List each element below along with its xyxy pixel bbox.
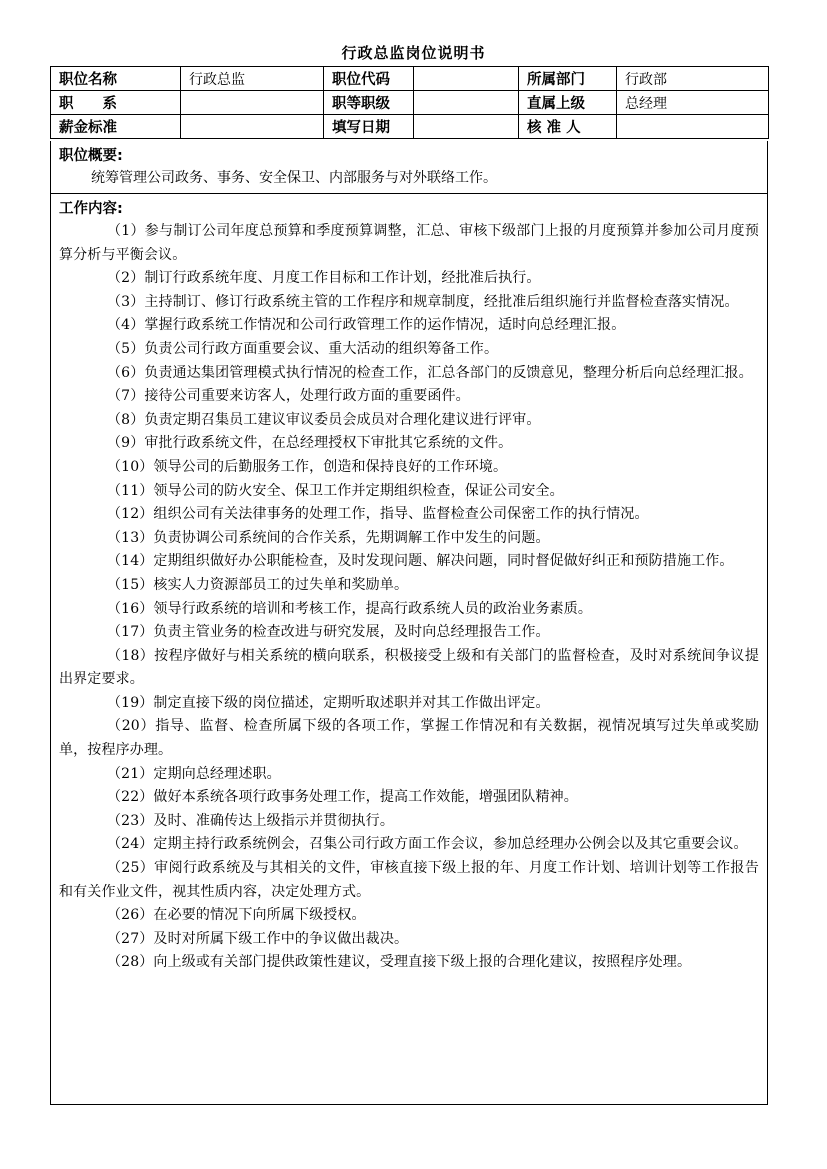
- duty-item: （28）向上级或有关部门提供政策性建议，受理直接下级上报的合理化建议，按照程序处理。: [107, 954, 692, 971]
- duty-item: （8）负责定期召集员工建议审议委员会成员对合理化建议进行评审。: [107, 411, 541, 428]
- value-fill-date: [414, 115, 519, 139]
- duty-item: （11）领导公司的防火安全、保卫工作并定期组织检查，保证公司安全。: [107, 482, 564, 499]
- label-direct-superior: 直属上级: [519, 91, 617, 115]
- header-row: [51, 115, 769, 139]
- duty-item: （26）在必要的情况下向所属下级授权。: [107, 907, 366, 924]
- duty-item: （14）定期组织做好办公职能检查，及时发现问题、解决问题，同时督促做好纠正和预防措施工作。: [107, 553, 734, 570]
- label-grade-level: 职等职级: [324, 91, 414, 115]
- duty-item: （16）领导行政系统的培训和考核工作，提高行政系统人员的政治业务素质。: [107, 600, 593, 617]
- duty-item: （15）核实人力资源部员工的过失单和奖励单。: [107, 576, 409, 593]
- duty-item: （25）审阅行政系统及与其相关的文件，审核直接下级上报的年、月度工作计划、培训计划等工作报告和有关作业文件，视其性质内容，决定处理方式。: [59, 860, 759, 900]
- label-salary-standard: 薪金标准: [51, 115, 181, 139]
- label-position-name: 职位名称: [51, 67, 181, 91]
- duty-item: （2）制订行政系统年度、月度工作目标和工作计划，经批准后执行。: [107, 270, 541, 287]
- value-grade-level: [414, 91, 519, 115]
- duty-item: （5）负责公司行政方面重要会议、重大活动的组织筹备工作。: [107, 340, 499, 357]
- duty-item: （27）及时对所属下级工作中的争议做出裁决。: [107, 930, 409, 947]
- value-approver: [617, 115, 769, 139]
- duty-item: （17）负责主管业务的检查改进与研究发展，及时向总经理报告工作。: [107, 624, 550, 641]
- duty-item: （9）审批行政系统文件，在总经理授权下审批其它系统的文件。: [107, 435, 513, 452]
- value-job-family: [181, 91, 324, 115]
- header-row: [51, 67, 769, 91]
- job-duties-section: [50, 194, 768, 1105]
- duty-item: （20）指导、监督、检查所属下级的各项工作，掌握工作情况和有关数据，视情况填写过失单或奖励单，按程序办理。: [59, 718, 759, 759]
- duty-item: （13）负责协调公司系统间的合作关系，先期调解工作中发生的问题。: [107, 529, 550, 546]
- header-row: [51, 91, 769, 115]
- duty-item: （22）做好本系统各项行政事务处理工作，提高工作效能，增强团队精神。: [107, 789, 578, 806]
- label-job-family: 职 系: [51, 91, 181, 115]
- duty-item: （23）及时、准确传达上级指示并贯彻执行。: [107, 812, 394, 829]
- header-table: [50, 66, 769, 139]
- duty-list: [59, 220, 759, 975]
- duty-item: （21）定期向总经理述职。: [107, 765, 281, 782]
- summary-label: 职位概要:: [59, 148, 123, 164]
- value-department: 行政部: [617, 67, 769, 91]
- value-position-code: [414, 67, 519, 91]
- duty-item: （3）主持制订、修订行政系统主管的工作程序和规章制度，经批准后组织施行并监督检查落实情况。: [107, 293, 739, 310]
- duty-item: （1）参与制订公司年度总预算和季度预算调整，汇总、审核下级部门上报的月度预算并参加公司月度预算分析与平衡会议。: [59, 223, 759, 263]
- duty-item: （7）接待公司重要来访客人，处理行政方面的重要函件。: [107, 388, 470, 405]
- duty-item: （10）领导公司的后勤服务工作，创造和保持良好的工作环境。: [107, 458, 508, 475]
- duty-item: （18）按程序做好与相关系统的横向联系，积极接受上级和有关部门的监督检查，及时对系统间争议提出界定要求。: [59, 647, 759, 688]
- duty-item: （24）定期主持行政系统例会，召集公司行政方面工作会议，参加总经理办公例会以及其它重要会议。: [107, 836, 748, 853]
- duty-item: （6）负责通达集团管理模式执行情况的检查工作，汇总各部门的反馈意见，整理分析后向总经理汇报。: [107, 364, 753, 381]
- value-direct-superior: 总经理: [617, 91, 769, 115]
- duty-item: （19）制定直接下级的岗位描述，定期听取述职并对其工作做出评定。: [107, 694, 550, 711]
- page-title: 行政总监岗位说明书: [341, 44, 486, 62]
- duty-item: （12）组织公司有关法律事务的处理工作，指导、监督检查公司保密工作的执行情况。: [107, 506, 649, 523]
- duties-label: 工作内容:: [59, 201, 123, 217]
- label-position-code: 职位代码: [324, 67, 414, 91]
- label-approver: 核 准 人: [519, 115, 617, 139]
- value-position-name: 行政总监: [181, 67, 324, 91]
- summary-text: 统筹管理公司政务、事务、安全保卫、内部服务与对外联络工作。: [91, 170, 497, 186]
- value-salary-standard: [181, 115, 324, 139]
- position-summary-section: [50, 141, 768, 194]
- label-department: 所属部门: [519, 67, 617, 91]
- label-fill-date: 填写日期: [324, 115, 414, 139]
- duty-item: （4）掌握行政系统工作情况和公司行政管理工作的运作情况，适时向总经理汇报。: [107, 317, 626, 334]
